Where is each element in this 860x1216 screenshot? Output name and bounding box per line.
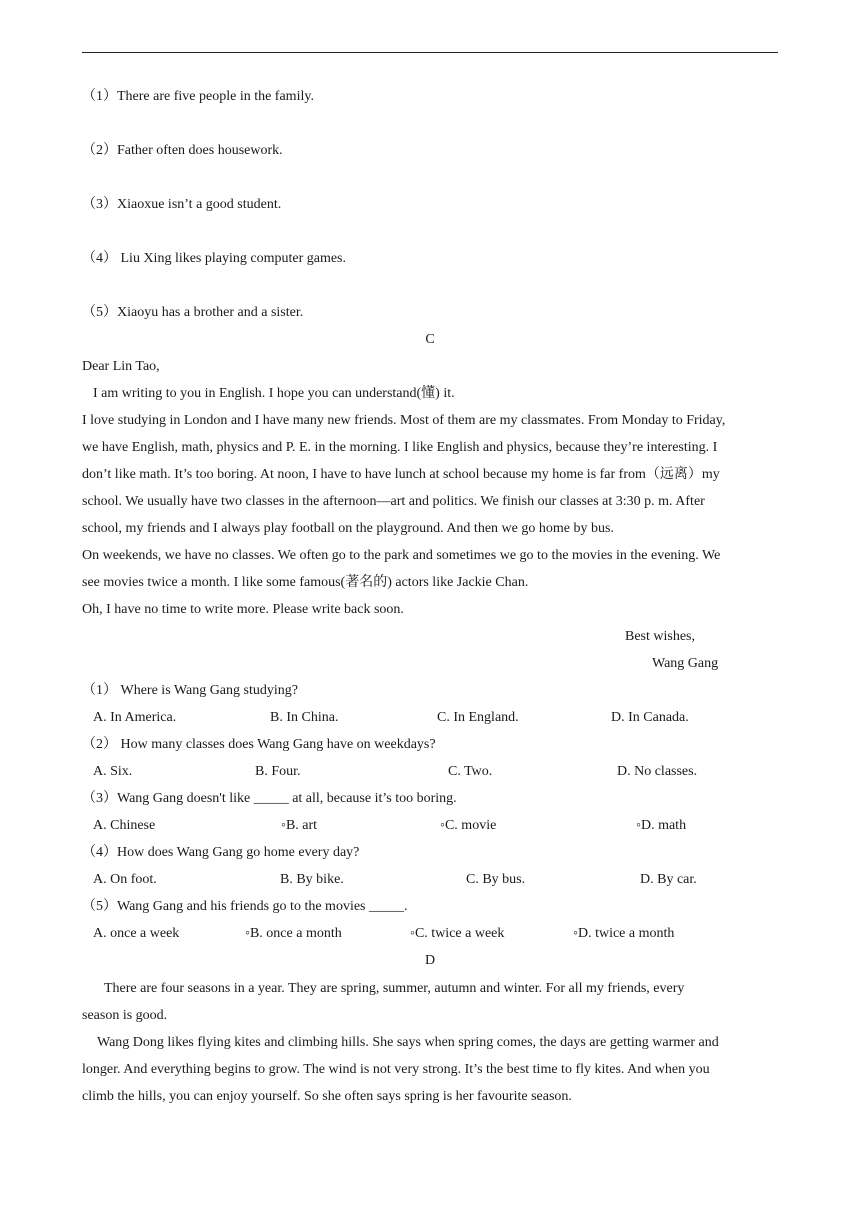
option-b[interactable]: ◦B. art [281,818,318,833]
option-a[interactable]: A. On foot. [93,872,157,887]
question-text: （1） Where is Wang Gang studying? [82,683,298,698]
letter-closing: Best wishes, [625,629,695,644]
question-text: （2） How many classes does Wang Gang have on weekdays? [82,737,436,752]
passage-line: There are four seasons in a year. They are spring, summer, autumn and winter. For all my friends, every [104,981,685,996]
letter-line: I am writing to you in English. I hope you can understand(懂) it. [93,386,455,401]
passage-line: season is good. [82,1008,168,1023]
statement: （3）Xiaoxue isn’t a good student. [82,197,282,212]
letter-signature: Wang Gang [652,656,719,671]
letter-line: see movies twice a month. I like some famous(著名的) actors like Jackie Chan. [82,575,529,590]
option-c[interactable]: ◦C. twice a week [410,926,505,941]
option-b[interactable]: B. In China. [270,710,339,725]
letter-line: we have English, math, physics and P. E. in the morning. I like English and physics, because they’re interesting. I [82,440,718,455]
option-a[interactable]: A. Six. [93,764,133,779]
option-b[interactable]: B. By bike. [280,872,344,887]
section-heading: D [424,953,436,968]
option-c[interactable]: C. In England. [437,710,519,725]
option-a[interactable]: A. Chinese [93,818,156,833]
statement: （1）There are five people in the family. [82,89,314,104]
option-d[interactable]: D. No classes. [617,764,698,779]
option-c[interactable]: C. Two. [448,764,493,779]
option-d[interactable]: ◦D. twice a month [573,926,675,941]
question-text: （4）How does Wang Gang go home every day? [82,845,360,860]
letter-line: school, my friends and I always play football on the playground. And then we go home by bus. [82,521,614,536]
passage-line: longer. And everything begins to grow. The wind is not very strong. It’s the best time to fly kites. And when you [82,1062,710,1077]
option-d[interactable]: D. In Canada. [611,710,689,725]
option-c[interactable]: ◦C. movie [440,818,497,833]
option-a[interactable]: A. In America. [93,710,177,725]
header-rule [82,52,778,53]
statement: （5）Xiaoyu has a brother and a sister. [82,305,304,320]
option-b[interactable]: B. Four. [255,764,301,779]
option-a[interactable]: A. once a week [93,926,180,941]
option-d[interactable]: ◦D. math [636,818,687,833]
question-text: （3）Wang Gang doesn't like _____ at all, because it’s too boring. [82,791,457,806]
letter-line: Oh, I have no time to write more. Please write back soon. [82,602,404,617]
letter-line: On weekends, we have no classes. We often go to the park and sometimes we go to the movies in the evening. We [82,548,721,563]
passage-line: Wang Dong likes flying kites and climbing hills. She says when spring comes, the days are getting warmer and [97,1035,719,1050]
section-heading: C [425,332,435,347]
statement: （2）Father often does housework. [82,143,283,158]
letter-line: don’t like math. It’s too boring. At noon, I have to have lunch at school because my home is far from（远离）my [82,467,720,482]
question-text: （5）Wang Gang and his friends go to the movies _____. [82,899,408,914]
option-c[interactable]: C. By bus. [466,872,526,887]
passage-line: climb the hills, you can enjoy yourself. So she often says spring is her favourite season. [82,1089,572,1104]
letter-line: school. We usually have two classes in the afternoon—art and politics. We finish our classes at 3:30 p. m. After [82,494,705,509]
letter-line: I love studying in London and I have many new friends. Most of them are my classmates. From Monday to Friday, [82,413,726,428]
option-d[interactable]: D. By car. [640,872,697,887]
option-b[interactable]: ◦B. once a month [245,926,342,941]
letter-greeting: Dear Lin Tao, [82,359,160,374]
statement: （4） Liu Xing likes playing computer games. [82,251,347,266]
